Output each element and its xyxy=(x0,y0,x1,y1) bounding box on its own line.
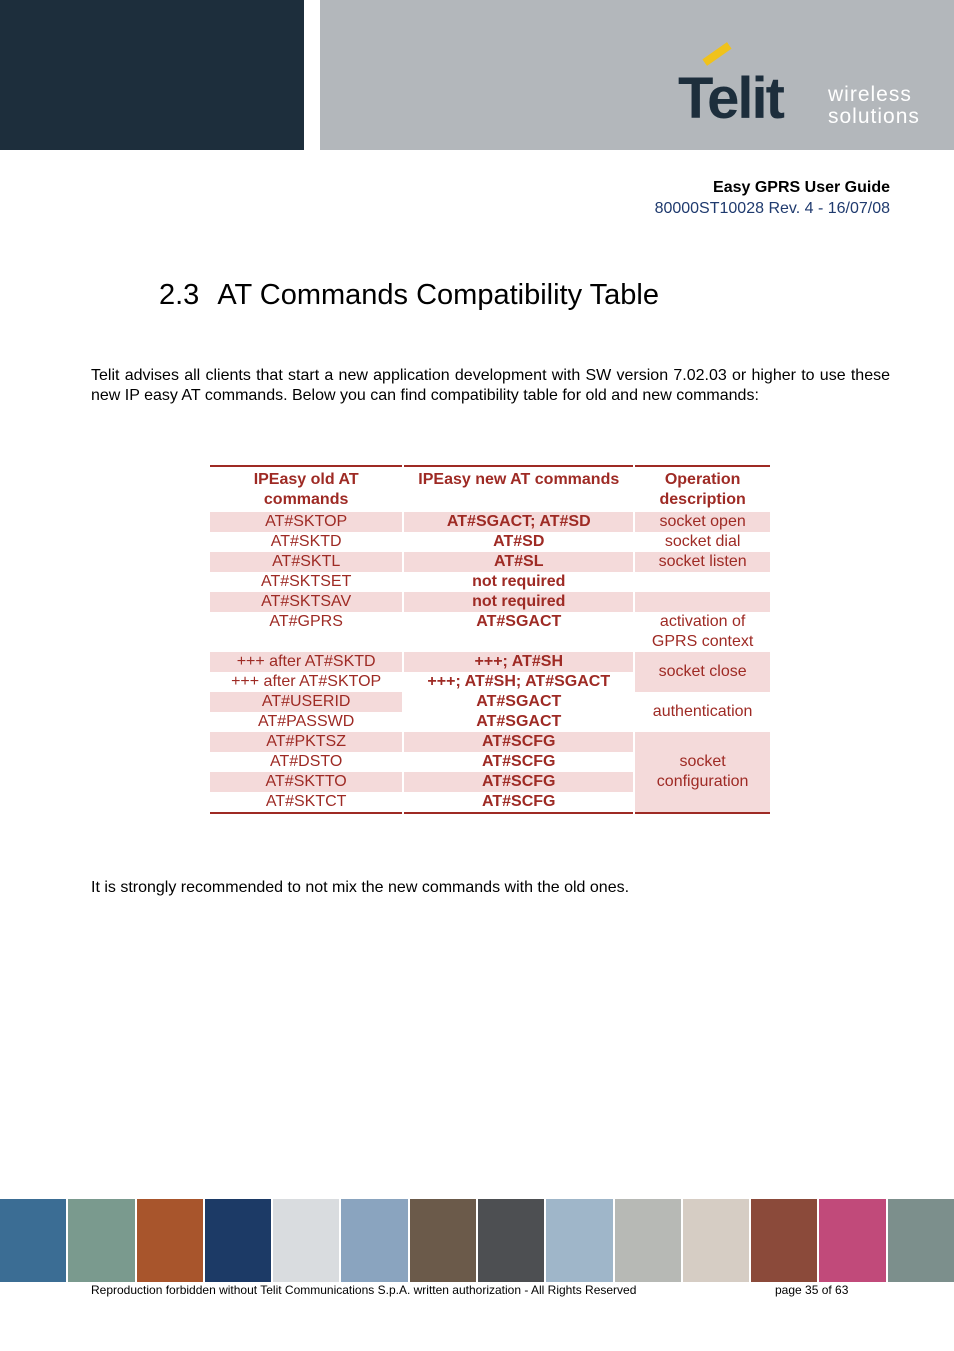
old-command: AT#SKTCT xyxy=(210,792,402,814)
table-header-row xyxy=(210,465,770,512)
guide-title: Easy GPRS User Guide xyxy=(713,179,890,196)
description: socket close xyxy=(635,652,770,692)
section-number: 2.3 xyxy=(159,279,200,311)
new-command: +++; AT#SH; AT#SGACT xyxy=(427,673,611,690)
footer-photo-tile xyxy=(819,1199,885,1282)
telit-logo xyxy=(678,48,938,132)
table-row xyxy=(210,692,770,712)
new-command: not required xyxy=(472,573,566,590)
footer-photo-tile xyxy=(683,1199,749,1282)
intro-paragraph: Telit advises all clients that start a new application development with SW version 7.02.03 or higher to use these new IP easy AT commands. Below you can find compatibility table for old and new commands: xyxy=(91,367,890,404)
footer-photo-tile xyxy=(410,1199,476,1282)
description: socket dial xyxy=(664,533,741,550)
description xyxy=(635,572,770,592)
page-number: page 35 of 63 xyxy=(775,1283,849,1297)
logo-tagline-line1: wireless xyxy=(828,83,912,106)
new-command: AT#SGACT xyxy=(476,713,562,730)
footer-photo-tile xyxy=(888,1199,954,1282)
footer-photo-tile xyxy=(68,1199,134,1282)
footer-photo-tile xyxy=(546,1199,612,1282)
old-command: AT#SKTD xyxy=(270,533,342,550)
header-desc: Operation description xyxy=(635,465,770,512)
table-row xyxy=(210,572,770,592)
description: activation of GPRS context xyxy=(651,613,754,650)
footer-notice: Reproduction forbidden without Telit Communications S.p.A. written authorization - All Rights Reserved xyxy=(91,1283,637,1297)
closing-paragraph: It is strongly recommended to not mix the new commands with the old ones. xyxy=(91,879,630,896)
table-row xyxy=(210,512,770,532)
table-row xyxy=(210,612,770,652)
old-command: AT#DSTO xyxy=(269,753,343,770)
old-command: AT#PASSWD xyxy=(257,713,355,730)
compatibility-table xyxy=(210,465,770,814)
new-command: not required xyxy=(404,592,633,612)
logo-tagline-line2: solutions xyxy=(828,105,920,128)
header-new: IPEasy new AT commands xyxy=(404,465,633,512)
new-command: AT#SCFG xyxy=(404,732,633,752)
old-command: AT#SKTSET xyxy=(260,573,352,590)
old-command: AT#USERID xyxy=(210,692,402,712)
old-command: +++ after AT#SKTD xyxy=(210,652,402,672)
footer-photo-tile xyxy=(478,1199,544,1282)
section-heading xyxy=(159,279,659,312)
old-command: AT#SKTOP xyxy=(210,512,402,532)
new-command: AT#SCFG xyxy=(404,772,633,792)
footer-photo-tile xyxy=(0,1199,66,1282)
footer-photo-tile xyxy=(137,1199,203,1282)
section-title: AT Commands Compatibility Table xyxy=(217,279,659,311)
old-command: +++ after AT#SKTOP xyxy=(231,673,382,690)
new-command: AT#SGACT xyxy=(404,692,633,712)
old-command: AT#PKTSZ xyxy=(210,732,402,752)
logo-tagline xyxy=(828,84,920,128)
footer-photo-tile xyxy=(273,1199,339,1282)
new-command: AT#SCFG xyxy=(404,792,633,814)
footer-photo-tile xyxy=(205,1199,271,1282)
new-command: AT#SD xyxy=(493,533,545,550)
description: socket configuration xyxy=(635,732,770,814)
description xyxy=(635,592,770,612)
logo-word: Telit xyxy=(678,66,783,131)
new-command: AT#SGACT; AT#SD xyxy=(404,512,633,532)
footer-image-strip xyxy=(0,1199,954,1282)
guide-revision: 80000ST10028 Rev. 4 - 16/07/08 xyxy=(654,200,890,217)
old-command: AT#GPRS xyxy=(269,613,343,630)
footer-photo-tile xyxy=(615,1199,681,1282)
description: authentication xyxy=(652,703,753,720)
new-command: +++; AT#SH xyxy=(404,652,633,672)
new-command: AT#SCFG xyxy=(482,753,556,770)
table-row xyxy=(210,592,770,612)
old-command: AT#SKTSAV xyxy=(210,592,402,612)
footer-photo-tile xyxy=(341,1199,407,1282)
footer-photo-tile xyxy=(751,1199,817,1282)
table-row xyxy=(210,652,770,672)
description: socket listen xyxy=(635,552,770,572)
header-dark-block xyxy=(0,0,304,150)
table-row xyxy=(210,552,770,572)
new-command: AT#SL xyxy=(404,552,633,572)
old-command: AT#SKTTO xyxy=(210,772,402,792)
new-command: AT#SGACT xyxy=(476,613,562,630)
table-row xyxy=(210,532,770,552)
description: socket open xyxy=(635,512,770,532)
table-row xyxy=(210,732,770,752)
old-command: AT#SKTL xyxy=(210,552,402,572)
header-old: IPEasy old AT commands xyxy=(210,465,402,512)
